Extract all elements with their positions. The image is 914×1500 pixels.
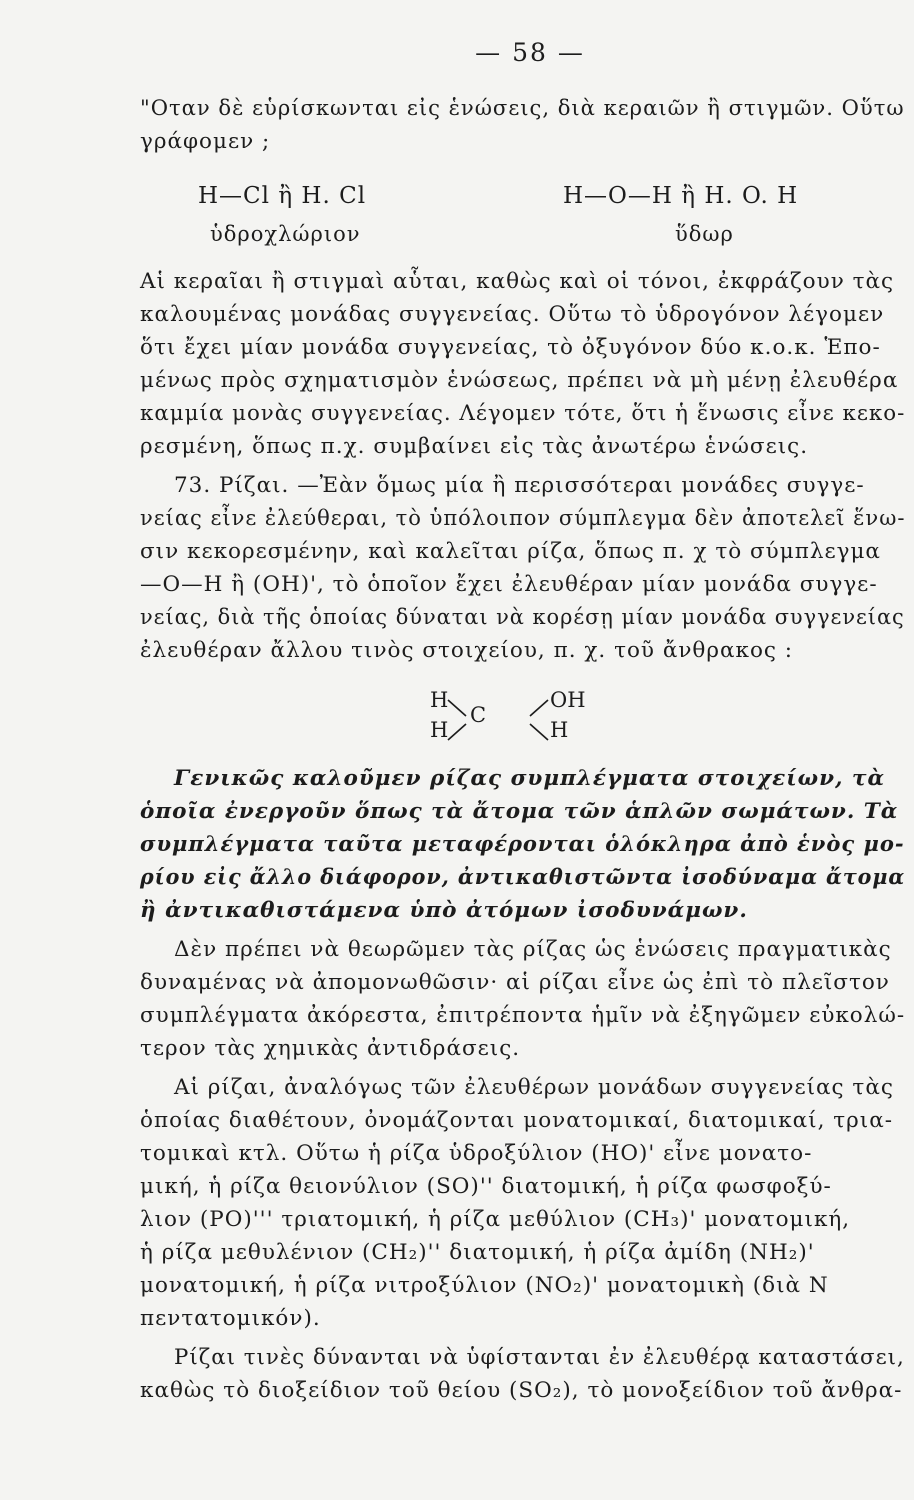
text-line: σιν κεκορεσμένην, καὶ καλεῖται ρίζα, ὅπως π. χ τὸ σύμπλεγμα [140, 539, 881, 564]
text-line: Αἱ κεραῖαι ἢ στιγμαὶ αὗται, καθὼς καὶ οἱ τόνοι, ἐκφράζουν τὰς [140, 269, 895, 294]
atom-h: H [550, 718, 569, 742]
page-number: — 58 — [475, 38, 585, 67]
text-line: συμπλέγματα ἀκόρεστα, ἐπιτρέποντα ἡμῖν νὰ ἐξηγῶμεν εὐκολώ- [140, 1003, 906, 1028]
text-line: λιον (PO)''' τριατομική, ἡ ρίζα μεθύλιον (CH₃)' μονατομική, [140, 1207, 851, 1232]
text-line: —O—H ἢ (OH)', τὸ ὁποῖον ἔχει ἐλευθέραν μίαν μονάδα συγγε- [140, 572, 878, 597]
text-line: ἐλευθέραν ἄλλου τινὸς στοιχείου, π. χ. τοῦ ἄνθρακος : [140, 638, 794, 663]
atom-c: C [470, 703, 487, 727]
structural-formula [430, 688, 600, 752]
formula-hydrochloric: H—Cl ἢ H. Cl [198, 183, 367, 209]
atom-h: H [430, 688, 449, 712]
text-line: γράφομεν ; [140, 129, 271, 154]
text-line: τερον τὰς χημικὰς ἀντιδράσεις. [140, 1036, 521, 1061]
group-oh: OH [550, 688, 586, 712]
caption-hydrochloric: ὑδροχλώριον [210, 222, 361, 246]
text-line: Ρίζαι τινὲς δύνανται νὰ ὑφίστανται ἐν ἐλευθέρᾳ καταστάσει, [174, 1345, 905, 1370]
definition-line: ρίου εἰς ἄλλο διάφορον, ἀντικαθιστῶντα ἰσοδύναμα ἄτομα [140, 865, 906, 890]
text-line: "Οταν δὲ εὑρίσκωνται εἰς ἑνώσεις, διὰ κεραιῶν ἢ στιγμῶν. Οὕτω [140, 96, 905, 121]
definition-line: Γενικῶς καλοῦμεν ρίζας συμπλέγματα στοιχείων, τὰ [174, 766, 885, 791]
definition-line: ὁποῖα ἐνεργοῦν ὅπως τὰ ἄτομα τῶν ἁπλῶν σωμάτων. Τὰ [140, 799, 899, 824]
caption-water: ὕδωρ [675, 222, 734, 246]
text-line: νείας, διὰ τῆς ὁποίας δύναται νὰ κορέσῃ μίαν μονάδα συγγενείας [140, 605, 905, 630]
text-line: καμμία μονὰς συγγενείας. Λέγομεν τότε, ὅτι ἡ ἕνωσις εἶνε κεκο- [140, 401, 906, 426]
text-line: νείας εἶνε ἐλεύθεραι, τὸ ὑπόλοιπον σύμπλεγμα δὲν ἀποτελεῖ ἕνω- [140, 506, 906, 531]
bond-lines [430, 688, 600, 752]
text-line: ρεσμένη, ὅπως π.χ. συμβαίνει εἰς τὰς ἀνωτέρω ἑνώσεις. [140, 434, 809, 459]
text-line: μική, ἡ ρίζα θειονύλιον (SO)'' διατομική, ἡ ρίζα φωσφοξύ- [140, 1174, 832, 1199]
definition-line: συμπλέγματα ταῦτα μεταφέρονται ὁλόκληρα ἀπὸ ἑνὸς μο- [140, 832, 905, 857]
text-line: μένως πρὸς σχηματισμὸν ἑνώσεως, πρέπει νὰ μὴ μένῃ ἐλευθέρα [140, 368, 899, 393]
text-line: καθὼς τὸ διοξείδιον τοῦ θείου (SO₂), τὸ μονοξείδιον τοῦ ἄνθρα- [140, 1378, 903, 1403]
text-line: τομικαὶ κτλ. Οὕτω ἡ ρίζα ὑδροξύλιον (HO)' εἶνε μονατο- [140, 1141, 813, 1166]
atom-h: H [430, 718, 449, 742]
text-line: ὅτι ἔχει μίαν μονάδα συγγενείας, τὸ ὀξυγόνον δύο κ.ο.κ. Ἑπο- [140, 335, 881, 360]
text-line: μονατομική, ἡ ρίζα νιτροξύλιον (NO₂)' μονατομικὴ (διὰ N [140, 1273, 829, 1298]
text-line: Αἱ ρίζαι, ἀναλόγως τῶν ἐλευθέρων μονάδων συγγενείας τὰς [174, 1075, 894, 1100]
text-line: Δὲν πρέπει νὰ θεωρῶμεν τὰς ρίζας ὡς ἑνώσεις πραγματικὰς [174, 937, 892, 962]
text-line: δυναμένας νὰ ἀπομονωθῶσιν· αἱ ρίζαι εἶνε ὡς ἐπὶ τὸ πλεῖστον [140, 970, 890, 995]
definition-line: ἢ ἀντικαθιστάμενα ὑπὸ ἀτόμων ἰσοδυνάμων. [140, 898, 748, 923]
text-line: καλουμένας μονάδας συγγενείας. Οὕτω τὸ ὑδρογόνον λέγομεν [140, 302, 885, 327]
text-line: ὁποίας διαθέτουν, ὀνομάζονται μονατομικαί, διατομικαί, τρια- [140, 1108, 893, 1133]
text-line: ἡ ρίζα μεθυλένιον (CH₂)'' διατομική, ἡ ρίζα ἀμίδη (NH₂)' [140, 1240, 815, 1265]
section-heading-line: 73. Ρίζαι. —Ἐὰν ὅμως μία ἢ περισσότεραι μονάδες συγγε- [174, 473, 865, 498]
text-line: πεντατομικόν). [140, 1306, 321, 1331]
formula-water: H—O—H ἢ H. O. H [563, 183, 799, 209]
